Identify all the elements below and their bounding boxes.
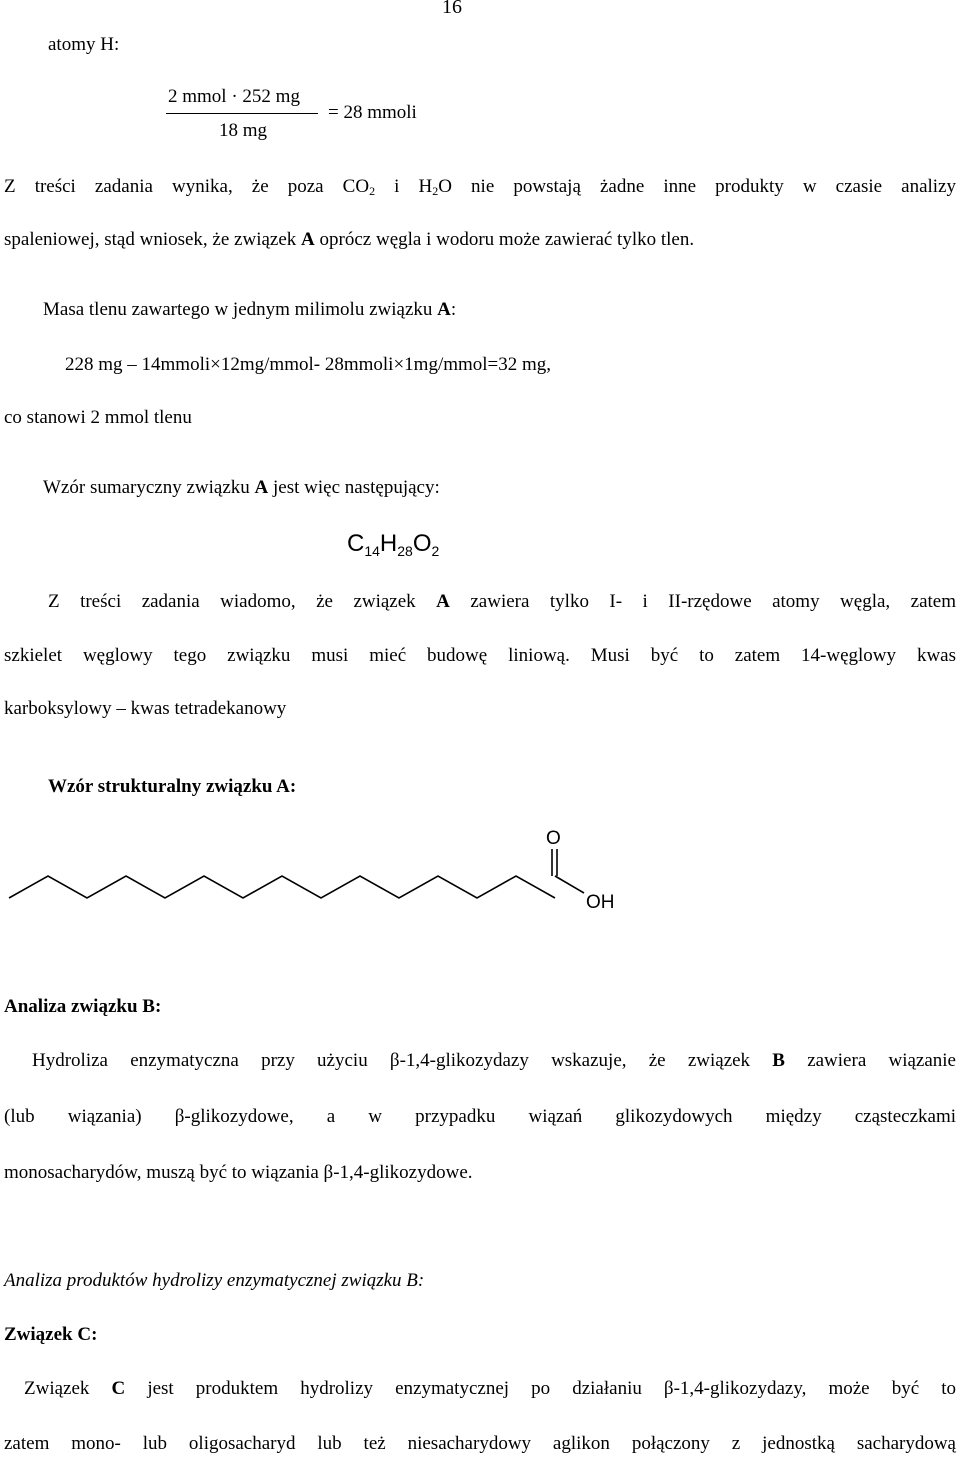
compound-c-heading: Związek C: <box>4 1324 98 1345</box>
oxygen-label: O <box>546 828 561 849</box>
page-number: 16 <box>442 0 462 18</box>
calc-result: = 28 mmoli <box>328 102 417 123</box>
hydroxyl-bond <box>555 876 584 893</box>
formula-intro: Wzór sumaryczny związku A jest więc następujący: <box>43 477 440 498</box>
analysis-b-heading: Analiza związku B: <box>4 996 162 1017</box>
paragraph-3-line-1: Hydroliza enzymatyczna przy użyciu β-1,4-glikozydazy wskazuje, że związek B zawiera wiązanie <box>32 1050 956 1071</box>
structural-formula-diagram <box>0 820 960 920</box>
hydroxyl-label: OH <box>586 892 615 913</box>
paragraph-2-line-2: szkielet węglowy tego związku musi mieć budowę liniową. Musi być to zatem 14-węglowy kwas <box>4 645 956 666</box>
paragraph-3-line-2: (lub wiązania) β-glikozydowe, a w przypadku wiązań glikozydowych między cząsteczkami <box>4 1106 956 1127</box>
oxygen-mmol-text: co stanowi 2 mmol tlenu <box>4 407 192 428</box>
paragraph-4-line-2: zatem mono- lub oligosacharyd lub też niesacharydowy aglikon połączony z jednostką sacharydową <box>4 1433 956 1454</box>
paragraph-1-line-2: spaleniowej, stąd wniosek, że związek A oprócz węgla i wodoru może zawierać tylko tlen. <box>4 229 695 250</box>
atoms-h-label: atomy H: <box>48 34 120 55</box>
paragraph-2-line-3: karboksylowy – kwas tetradekanowy <box>4 698 287 719</box>
paragraph-2-line-1: Z treści zadania wiadomo, że związek A zawiera tylko I- i II-rzędowe atomy węgla, zatem <box>48 591 957 612</box>
oxygen-mass-calculation: 228 mg – 14mmoli×12mg/mmol- 28mmoli×1mg/mmol=32 mg, <box>65 354 552 375</box>
carbon-chain <box>9 876 555 898</box>
calc-numerator: 2 mmol · 252 mg <box>168 86 300 107</box>
hydrolysis-analysis-heading: Analiza produktów hydrolizy enzymatycznej związku B: <box>4 1270 425 1291</box>
paragraph-3-line-3: monosacharydów, muszą być to wiązania β-1,4-glikozydowe. <box>4 1162 473 1183</box>
oxygen-mass-intro: Masa tlenu zawartego w jednym milimolu związku A: <box>43 299 457 320</box>
molecular-formula: $C_{14}H_{28}O_2$ <box>347 530 440 559</box>
calc-denominator: 18 mg <box>219 120 268 141</box>
paragraph-4-line-1: Związek C jest produktem hydrolizy enzymatycznej po działaniu β-1,4-glikozydazy, może być to <box>24 1378 956 1399</box>
fraction-bar <box>166 113 318 114</box>
structural-formula-heading: Wzór strukturalny związku A: <box>48 776 297 797</box>
paragraph-1-line-1: Z treści zadania wynika, że poza $CO_2$ i $H_2O$ nie powstają żadne inne produkty w czasie analizy <box>4 176 956 198</box>
